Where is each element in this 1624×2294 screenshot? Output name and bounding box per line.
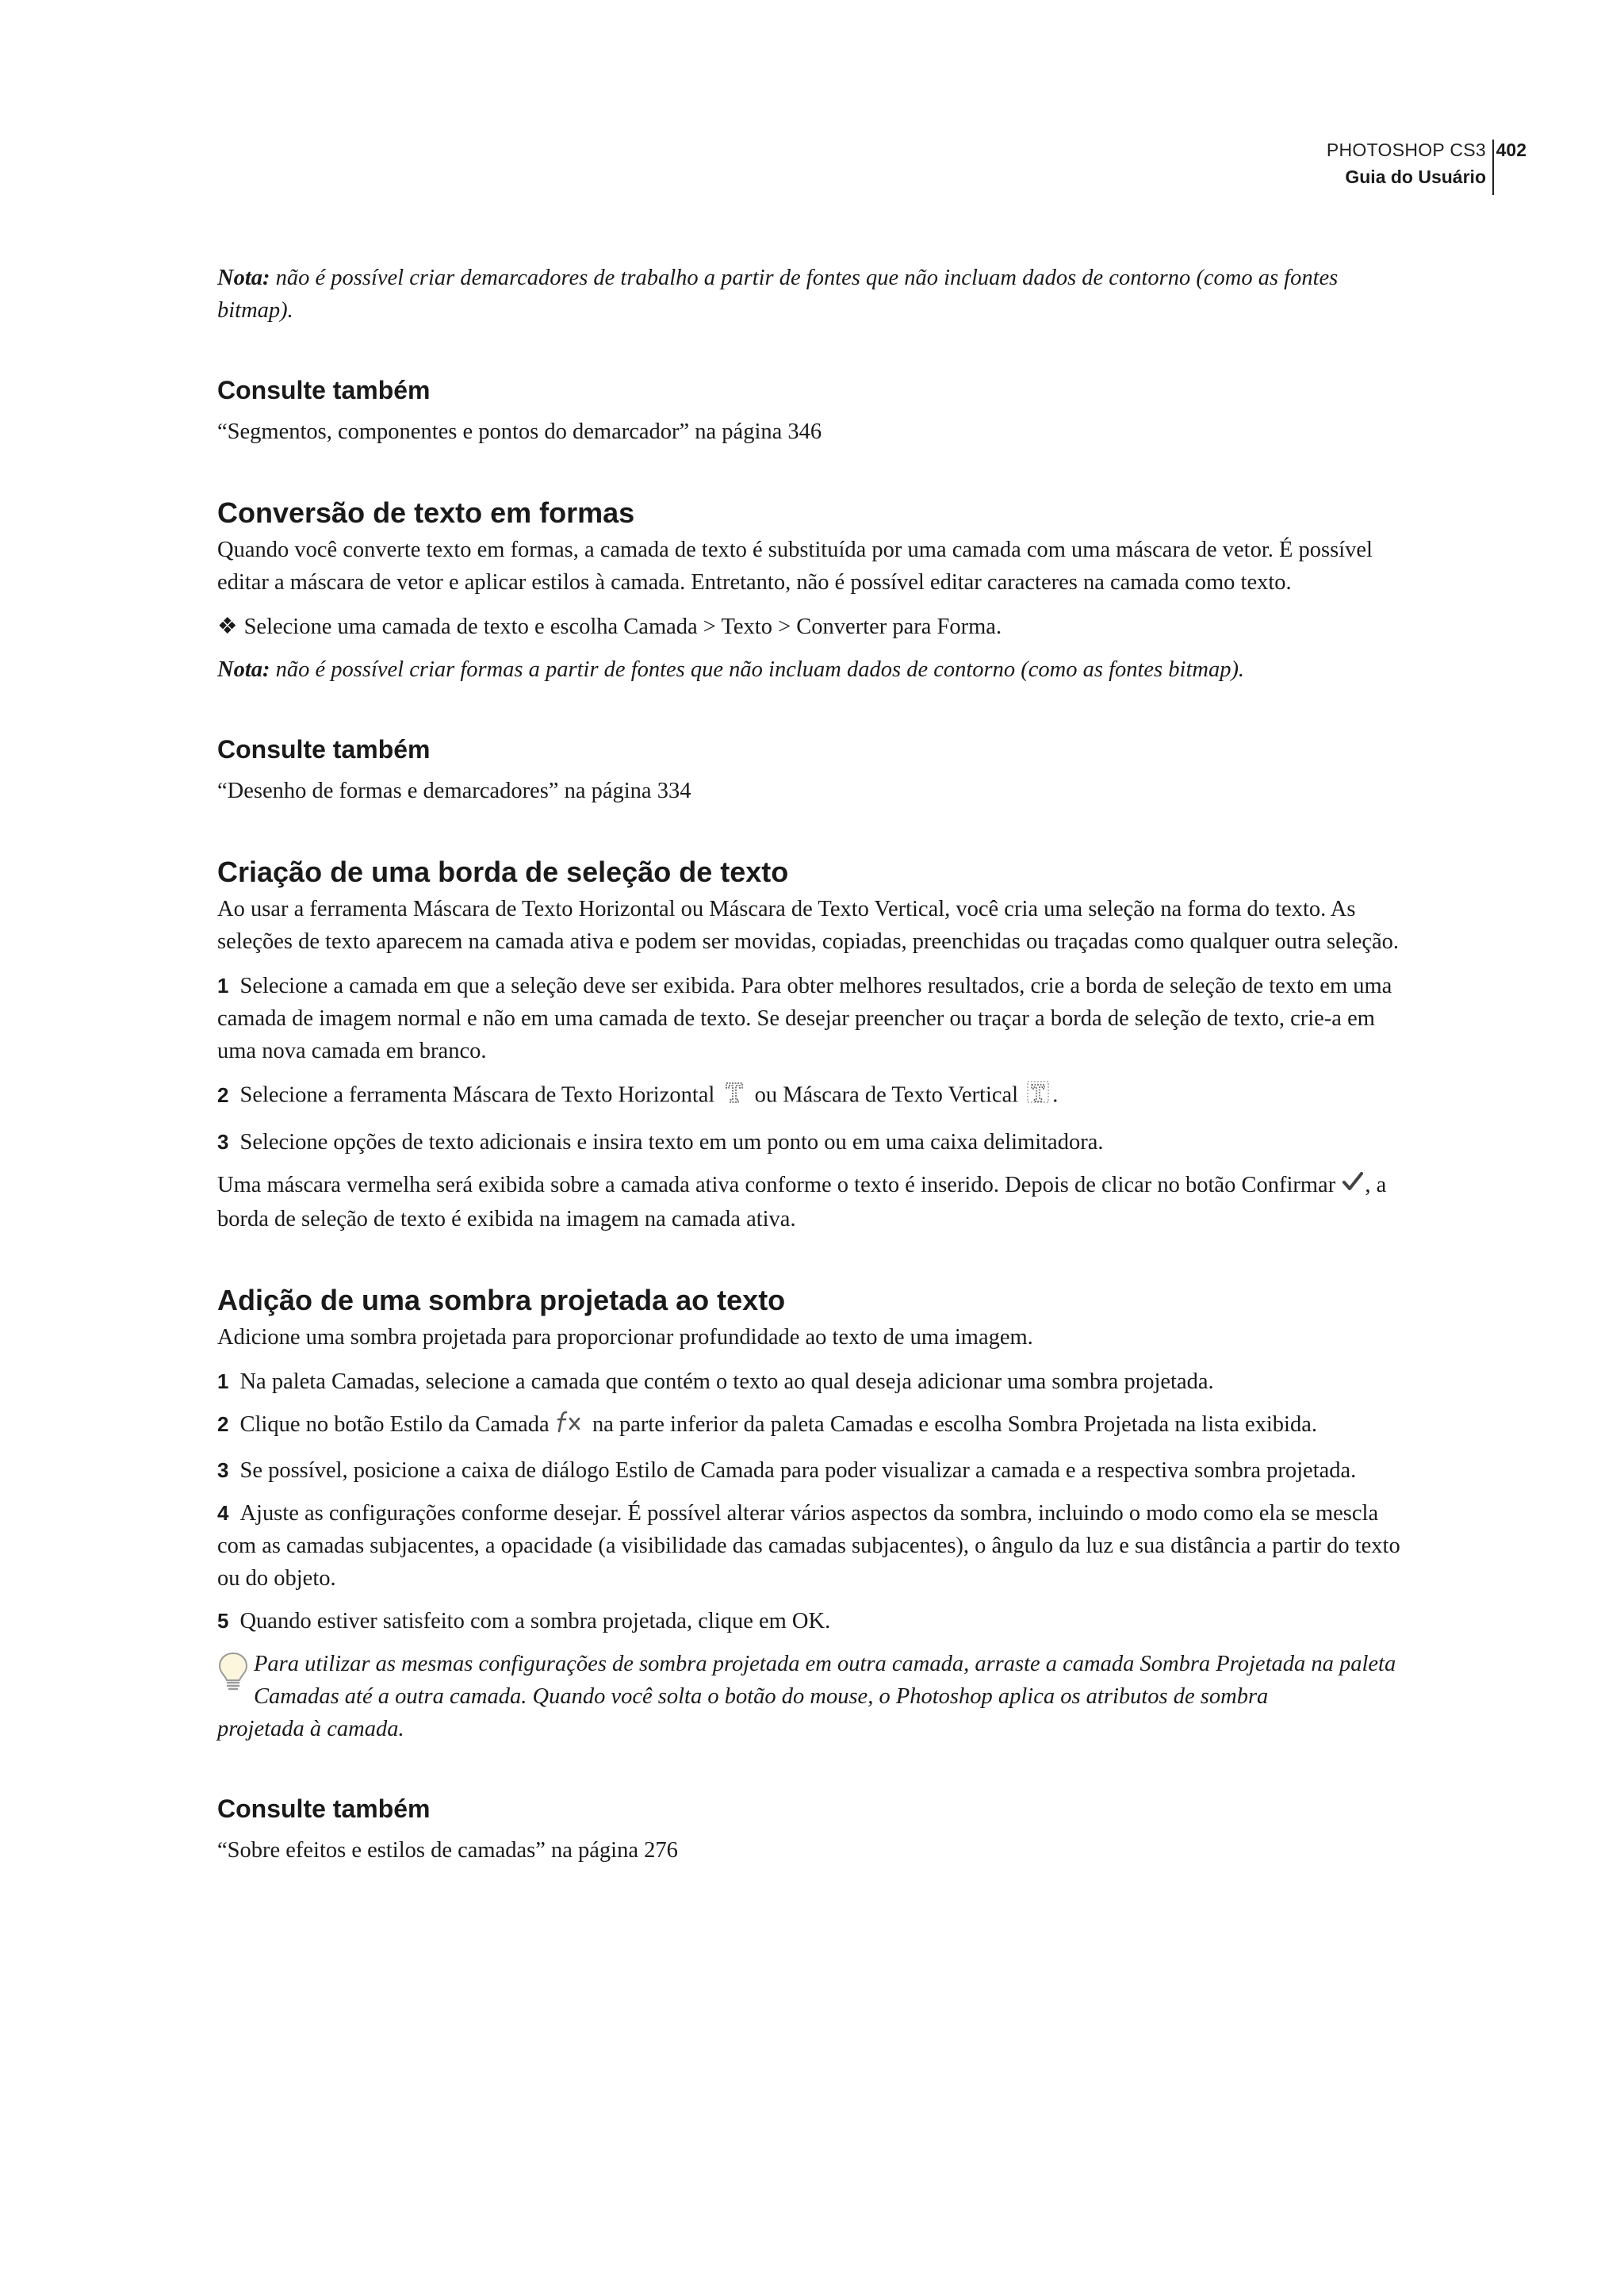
step-4	[217, 1497, 1407, 1595]
section-intro: Adicione uma sombra projetada para proporcionar profundidade ao texto de uma imagem.	[217, 1325, 1033, 1350]
header-divider	[1492, 140, 1494, 195]
tip-main-text: Para utilizar as mesmas configurações de sombra projetada em outra camada, arraste a camada Sombra Projetada na paleta Camadas até a outra camada. Quando você solta o botão do mouse, o Photoshop aplica os atributos de sombra	[254, 1651, 1396, 1709]
section-intro: Quando você converte texto em formas, a camada de texto é substituída por uma camada com uma máscara de vetor. É possível editar a máscara de vetor e aplicar estilos à camada. Entretanto, não é possível editar caracteres na camada como texto.	[217, 538, 1373, 595]
step-5	[217, 1605, 1407, 1637]
note-label: Nota:	[217, 266, 270, 290]
step-2	[217, 1078, 1407, 1116]
see-also-heading: Consulte também	[217, 376, 431, 404]
step-text: Selecione a ferramenta Máscara de Texto Horizontal	[239, 1082, 715, 1108]
step-number: 4	[217, 1500, 229, 1525]
guide-title: Guia do Usuário	[1345, 167, 1486, 187]
outro-text: , a borda de seleção de texto é exibida na imagem na camada ativa.	[217, 1173, 1387, 1232]
product-name: PHOTOSHOP CS3	[1326, 140, 1486, 160]
bullet-step	[217, 611, 1407, 643]
tip-tail-text: projetada à camada.	[217, 1716, 404, 1741]
step-text: .	[1052, 1082, 1059, 1108]
step-2	[217, 1408, 1407, 1443]
section-title-convert-shapes: Conversão de texto em formas	[217, 496, 635, 529]
step-3	[217, 1126, 1407, 1158]
section-title-type-selection: Criação de uma borda de seleção de texto	[217, 856, 789, 888]
vertical-type-mask-tool-icon	[1024, 1078, 1052, 1116]
see-also-link[interactable]: “Sobre efeitos e estilos de camadas” na página 276	[217, 1837, 678, 1863]
step-number: 3	[217, 1130, 229, 1154]
step-number: 1	[217, 1369, 229, 1394]
see-also-heading: Consulte também	[217, 735, 431, 764]
commit-checkmark-icon	[1341, 1170, 1365, 1203]
note-shapes	[217, 653, 1407, 686]
step-text: Na paleta Camadas, selecione a camada que contém o texto ao qual deseja adicionar uma sombra projetada.	[239, 1369, 1214, 1395]
step-number: 3	[217, 1457, 229, 1482]
note-text: não é possível criar demarcadores de trabalho a partir de fontes que não incluam dados de contorno (como as fontes bitmap).	[217, 266, 1339, 323]
page-header	[1037, 136, 1526, 195]
step-number: 2	[217, 1082, 229, 1107]
tip-block	[217, 1648, 1407, 1745]
step-1	[217, 970, 1407, 1067]
step-number: 2	[217, 1412, 229, 1437]
see-also-link[interactable]: “Desenho de formas e demarcadores” na página 334	[217, 779, 691, 803]
layer-style-fx-icon	[555, 1409, 587, 1444]
step-text: na parte inferior da paleta Camadas e escolha Sombra Projetada na lista exibida.	[592, 1412, 1317, 1438]
note-text: não é possível criar formas a partir de fontes que não incluam dados de contorno (como as fontes bitmap).	[275, 657, 1245, 682]
step-text: Clique no botão Estilo da Camada	[239, 1412, 550, 1438]
step-text: Selecione opções de texto adicionais e insira texto em um ponto ou em uma caixa delimitadora.	[239, 1130, 1104, 1155]
step-1	[217, 1365, 1407, 1398]
header-text	[1327, 136, 1486, 190]
bullet-text: Selecione uma camada de texto e escolha Camada > Texto > Converter para Forma.	[243, 615, 1002, 639]
horizontal-type-mask-tool-icon	[720, 1078, 749, 1116]
step-3	[217, 1454, 1407, 1487]
section-title-drop-shadow: Adição de uma sombra projetada ao texto	[217, 1284, 786, 1317]
section-outro	[217, 1169, 1407, 1235]
note-label: Nota:	[217, 657, 270, 682]
tip-text	[217, 1648, 1407, 1713]
step-text: Quando estiver satisfeito com a sombra projetada, clique em OK.	[239, 1608, 831, 1633]
page-number: 402	[1496, 140, 1526, 160]
step-number: 1	[217, 974, 229, 998]
page-content	[217, 262, 1407, 1867]
section-intro: Ao usar a ferramenta Máscara de Texto Horizontal ou Máscara de Texto Vertical, você cria uma seleção na forma do texto. As seleções de texto aparecem na camada ativa e podem ser movidas, copiadas, preenchidas ou traçadas como qualquer outra seleção.	[217, 897, 1400, 954]
step-number: 5	[217, 1608, 229, 1633]
note-work-paths	[217, 262, 1407, 327]
see-also-link[interactable]: “Segmentos, componentes e pontos do demarcador” na página 346	[217, 419, 822, 444]
lightbulb-tip-icon	[217, 1651, 249, 1703]
step-text: Ajuste as configurações conforme desejar. É possível alterar vários aspectos da sombra, incluindo o modo como ela se mescla com as camadas subjacentes, a opacidade (a visibilidade das camadas subjacentes), o ângulo da luz e sua distância a partir do texto ou do objeto.	[217, 1500, 1400, 1591]
step-text: ou Máscara de Texto Vertical	[754, 1082, 1019, 1108]
outro-text: Uma máscara vermelha será exibida sobre a camada ativa conforme o texto é inserido. Depois de clicar no botão Confirmar	[217, 1173, 1336, 1197]
bullet-icon: ❖	[217, 615, 238, 639]
step-text: Se possível, posicione a caixa de diálogo Estilo de Camada para poder visualizar a camada e a respectiva sombra projetada.	[239, 1457, 1357, 1483]
see-also-heading: Consulte também	[217, 1794, 431, 1823]
step-text: Selecione a camada em que a seleção deve ser exibida. Para obter melhores resultados, crie a borda de seleção de texto em uma camada de imagem normal e não em uma camada de texto. Se desejar preencher ou traçar a borda de seleção de texto, crie-a em uma nova camada em branco.	[217, 974, 1392, 1063]
